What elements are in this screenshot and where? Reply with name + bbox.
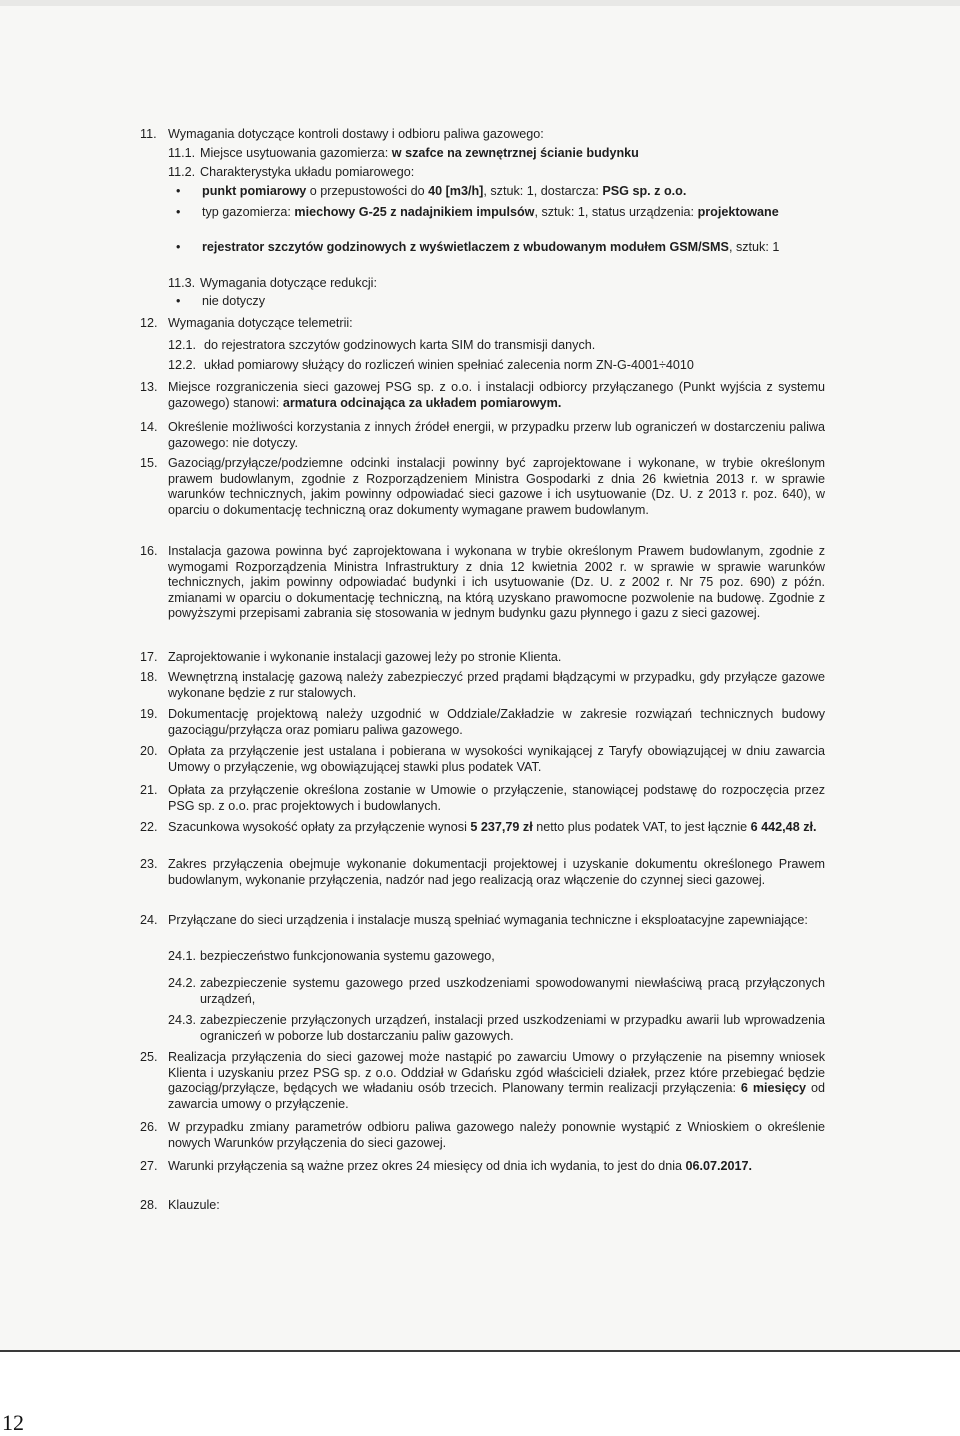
section-11-3 [168, 276, 825, 292]
bullet-recorder: • rejestrator szczytów godzinowych z wyświetlaczem z wbudowanym modułem GSM/SMS, sztuk: 1 [176, 240, 780, 254]
item-text: W przypadku zmiany parametrów odbioru paliwa gazowego należy ponownie wystąpić z Wnioskiem o określenie nowych Warunków przyłączenia do sieci gazowej. [168, 1120, 825, 1150]
section-24-3 [168, 1013, 825, 1044]
bullet-not-applicable [176, 294, 825, 310]
section-27: 27. Warunki przyłączenia są ważne przez okres 24 miesięcy od dnia ich wydania, to jest do dnia 06.07.2017. [140, 1159, 753, 1173]
item-number: 12.2. [168, 358, 197, 372]
item-number: 19. [140, 707, 158, 721]
item-number: 24.3. [168, 1013, 197, 1027]
bullet: • [176, 205, 181, 219]
item-number: 25. [140, 1050, 158, 1064]
section-13: 13. Miejsce rozgraniczenia sieci gazowej PSG sp. z o.o. i instalacji odbiorcy przyłączanego (Punkt wyjścia z systemu gazowego) stanowi: armatura odcinająca za układem pomiarowym. [140, 380, 825, 410]
item-number: 11.2. [168, 165, 196, 179]
item-text: Opłata za przyłączenie jest ustalana i pobierana w wysokości wynikającej z Taryfy obowiązującej w dniu zawarcia Umowy o przyłączenie, wg obowiązującej stawki plus podatek VAT. [168, 744, 825, 774]
item-text: Wymagania dotyczące telemetrii: [168, 316, 353, 330]
item-number: 26. [140, 1120, 158, 1134]
bullet: • [176, 240, 181, 254]
item-number: 18. [140, 670, 158, 684]
section-24-1 [168, 949, 825, 965]
section-28 [140, 1198, 825, 1214]
item-text: Przyłączane do sieci urządzenia i instalacje muszą spełniać wymagania techniczne i eksploatacyjne zapewniające: [168, 913, 808, 927]
item-text: Wymagania dotyczące kontroli dostawy i odbioru paliwa gazowego: [168, 127, 544, 141]
section-21 [140, 783, 825, 814]
item-text: bezpieczeństwo funkcjonowania systemu gazowego, [200, 949, 495, 963]
page-number: 12 [2, 1410, 24, 1435]
item-number: 16. [140, 544, 158, 558]
section-19 [140, 707, 825, 738]
section-20 [140, 744, 825, 775]
section-11 [140, 127, 825, 143]
item-text: Gazociąg/przyłącze/podziemne odcinki instalacji powinny być zaprojektowane i wykonane, w trybie określonym prawem budowlanym, zgodnie z Rozporządzeniem Ministra Gospodarki z dnia 26 kwietnia 2013 r. w sprawie warunków technicznych, jakim powinny odpowiadać sieci gazowe i ich usytuowanie (Dz. U. z 2013 r. poz. 640), w oparciu o dokumentację techniczną oraz dokumenty wymagane prawem budowlanym. [168, 456, 825, 517]
item-text: Instalacja gazowa powinna być zaprojektowana i wykonana w trybie określonym Prawem budowlanym, zgodnie z wymogami Rozporządzenia Ministra Infrastruktury z dnia 12 kwietnia 2002 r. w sprawie w sprawie warunków technicznych, jakim powinny odpowiadać budynki i ich usytuowanie (Dz. U. z 2002 r. Nr 75 poz. 690) z późn. zmianami w oparciu o dokumentację techniczną, na którą uzyskano prawomocne pozwolenie na budowę. Zgodnie z powyższymi przepisami zabrania się stosowania w jednym budynku gazu płynnego i gazu z sieci gazowej. [168, 544, 825, 620]
section-24-2 [168, 976, 825, 1007]
item-text: Klauzule: [168, 1198, 220, 1212]
scan-edge [0, 0, 960, 6]
item-number: 21. [140, 783, 158, 797]
section-16 [140, 544, 825, 622]
item-text-bold: w szafce na zewnętrznej ścianie budynku [391, 146, 639, 160]
item-number: 20. [140, 744, 158, 758]
item-number: 27. [140, 1159, 158, 1173]
section-25: 25. Realizacja przyłączenia do sieci gazowej może nastąpić po zawarciu Umowy o przyłączenie na pisemny wniosek Klienta i uzyskaniu przez PSG sp. z o.o. Oddział w Gdańsku zgód właścicieli działek, przez które przebiegać będzie gazociąg/przyłącze, będących we władaniu osób trzecich. Planowany termin realizacji przyłączenia: 6 miesięcy od zawarcia umowy o przyłączenie. [140, 1050, 825, 1111]
section-22: 22. Szacunkowa wysokość opłaty za przyłączenie wynosi 5 237,79 zł netto plus podatek VAT, to jest łącznie 6 442,48 zł. [140, 820, 817, 834]
item-text: nie dotyczy [202, 294, 265, 308]
item-text: układ pomiarowy służący do rozliczeń winien spełniać zalecenia norm ZN-G-4001÷4010 [204, 358, 694, 372]
item-number: 22. [140, 820, 158, 834]
section-14 [140, 420, 825, 451]
item-number: 28. [140, 1198, 158, 1212]
item-text: Wewnętrzną instalację gazową należy zabezpieczyć przed prądami błądzącymi w przypadku, gdy przyłącze gazowe wykonane będzie z rur stalowych. [168, 670, 825, 700]
item-text: Wymagania dotyczące redukcji: [200, 276, 377, 290]
section-12-1 [168, 338, 825, 354]
section-11-2 [168, 165, 825, 181]
item-number: 15. [140, 456, 158, 470]
item-text: Określenie możliwości korzystania z innych źródeł energii, w przypadku przerw lub ograniczeń w dostarczeniu paliwa gazowego: nie dotyczy. [168, 420, 825, 450]
item-number: 11. [140, 127, 157, 141]
item-text: do rejestratora szczytów godzinowych karta SIM do transmisji danych. [204, 338, 596, 352]
item-text: Zaprojektowanie i wykonanie instalacji gazowej leży po stronie Klienta. [168, 650, 562, 664]
section-12-2 [168, 358, 825, 374]
section-23 [140, 857, 825, 888]
section-12 [140, 316, 825, 332]
item-number: 11.1. [168, 146, 196, 160]
item-text: Zakres przyłączenia obejmuje wykonanie dokumentacji projektowej i uzyskanie dokumentu określonego Prawem budowlanym, wykonanie przyłączenia, nadzór nad jego realizacją oraz włączenie do czynnej sieci gazowej. [168, 857, 825, 887]
item-number: 24.1. [168, 949, 197, 963]
bullet: • [176, 184, 181, 198]
bullet-meter-type: • typ gazomierza: miechowy G-25 z nadajnikiem impulsów, sztuk: 1, status urządzenia: projektowane [176, 205, 779, 219]
item-number: 17. [140, 650, 158, 664]
item-text: zabezpieczenie systemu gazowego przed uszkodzeniami spowodowanymi niewłaściwą pracą przyłączonych urządzeń, [200, 976, 825, 1006]
item-text: Opłata za przyłączenie określona zostanie w Umowie o przyłączenie, stanowiącej podstawę do rozpoczęcia przez PSG sp. z o.o. prac projektowych i budowlanych. [168, 783, 825, 813]
section-11-1 [168, 146, 825, 162]
section-18 [140, 670, 825, 701]
item-number: 14. [140, 420, 158, 434]
item-number: 24. [140, 913, 158, 927]
bullet-metering-point: • punkt pomiarowy o przepustowości do 40 [m3/h], sztuk: 1, dostarcza: PSG sp. z o.o. [176, 184, 687, 198]
item-number: 13. [140, 380, 158, 394]
section-24 [140, 913, 825, 929]
section-17 [140, 650, 825, 666]
section-15 [140, 456, 825, 518]
item-number: 24.2. [168, 976, 197, 990]
item-text: zabezpieczenie przyłączonych urządzeń, instalacji przed uszkodzeniami w przypadku awarii lub wprowadzenia ograniczeń w poborze lub dostarczaniu paliw gazowych. [200, 1013, 825, 1043]
item-number: 23. [140, 857, 158, 871]
item-text: Charakterystyka układu pomiarowego: [200, 165, 415, 179]
section-26 [140, 1120, 825, 1151]
item-number: 12. [140, 316, 158, 330]
item-text: Dokumentację projektową należy uzgodnić w Oddziale/Zakładzie w zakresie rozwiązań technicznych budowy gazociągu/przyłącza oraz pomiaru paliwa gazowego. [168, 707, 825, 737]
item-number: 12.1. [168, 338, 197, 352]
item-text: Miejsce usytuowania gazomierza: [200, 146, 392, 160]
bullet: • [176, 294, 181, 308]
item-number: 11.3. [168, 276, 196, 290]
